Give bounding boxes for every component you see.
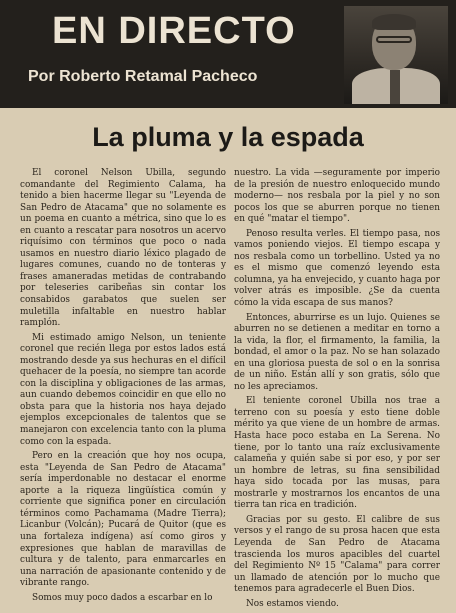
article-headline: La pluma y la espada — [92, 122, 364, 152]
paragraph: El coronel Nelson Ubilla, segundo comandante del Regimiento Calama, ha tenido a bien hacerme llegar su "Leyenda de San Pedro de Atacama" que no solamente es un poema en cuanto a métrica, sino que lo es en cuanto a rescatar para nosotros un acervo riquísimo con términos que poco o nada usamos en nuestro diario léxico plagado de lugares comunes, cuando no de tonteras y frases amaneradas metidas de contrabando por teleseries caribeñas sin contar los consabidos garabatos que suelen ser muletilla infaltable en nuestro hablar ramplón. — [20, 168, 226, 329]
paragraph: Penoso resulta verles. El tiempo pasa, nos vamos poniendo viejos. El tiempo escapa y nos resbala como un torbellino. Usted ya no es el mismo que comenzó leyendo esta columna, ya ha envejecido, y cuanto haga por volver atrás es imposible. ¿Se da cuenta cómo la vida escapa de sus manos? — [234, 228, 440, 309]
author-byline: Por Roberto Retamal Pacheco — [28, 68, 258, 85]
paragraph: El teniente coronel Ubilla nos trae a terreno con su poesía y esto tiene doble mérito ya que viene de un hombre de armas. Hasta hace poco estaba en La Serena. No tiene, por lo tanto una raíz exclusivamente calameña y quién sabe si por eso, y por ser un hombre de letras, su fina sensibilidad haya sido tocada por las musas, para mostrarle y mostrarnos los encantos de una tierra tan rica en tradición. — [234, 396, 440, 511]
paragraph: Somos muy poco dados a escarbar en lo — [32, 592, 213, 603]
article-column-left — [20, 168, 226, 607]
article-column-right — [234, 168, 440, 613]
author-portrait — [344, 6, 448, 104]
paragraph: Pero en la creación que hoy nos ocupa, esta "Leyenda de San Pedro de Atacama" sería imperdonable no destacar el enorme aporte a la riqueza lingüística común y corriente que significa poner en circulación términos como Pachamama (Madre Tierra); Licanbur (Volcán); Pucará de Quitor (que es una fortaleza indígena) así como giros y expresiones que hablan de maravillas de cultura y de talento, para enmarcarles en una narración de apasionante contenido y de vibrante rango. — [20, 451, 226, 589]
paragraph: Entonces, aburrirse es un lujo. Quienes se aburren no se detienen a meditar en torno a la vida, la flor, el firmamento, la familia, la bondad, el amor o la paz. No se han solazado en una gloriosa puesta de sol o en la sonrisa de un niño. Están allí y son gratis, sólo que no les apreciamos. — [234, 312, 440, 392]
paragraph-continuation: nuestro. La vida —seguramente por imperio de la presión de nuestro enloquecido mundo moderno— nos resbala por la piel y no son pocos los que se aburren porque no tienen en qué "matar el tiempo". — [234, 168, 440, 225]
paragraph: Gracias por su gesto. El calibre de sus versos y el rango de su prosa hacen que esta Leyenda de San Pedro de Atacama trascienda los muros apacibles del cuartel del Regimiento Nº 15 "Calama" para correr un llamado de atención por lo mucho que tenemos para agradecerle el Buen Dios. — [234, 514, 440, 595]
paragraph: Mi estimado amigo Nelson, un teniente coronel que recién llega por estos lados está mostrando desde ya sus hechuras en el difícil quehacer de la poesía, no siempre tan acorde con la disciplina y obligaciones de las armas, aun cuando debemos coincidir en que ello no obsta para que la historia nos haya dejado ejemplos excepcionales de talentos que se manejaron con excelencia tanto con la pluma como con la espada. — [20, 332, 226, 447]
section-title: EN DIRECTO — [52, 10, 296, 52]
paragraph: Nos estamos viendo. — [246, 598, 339, 609]
column-banner — [0, 0, 456, 108]
